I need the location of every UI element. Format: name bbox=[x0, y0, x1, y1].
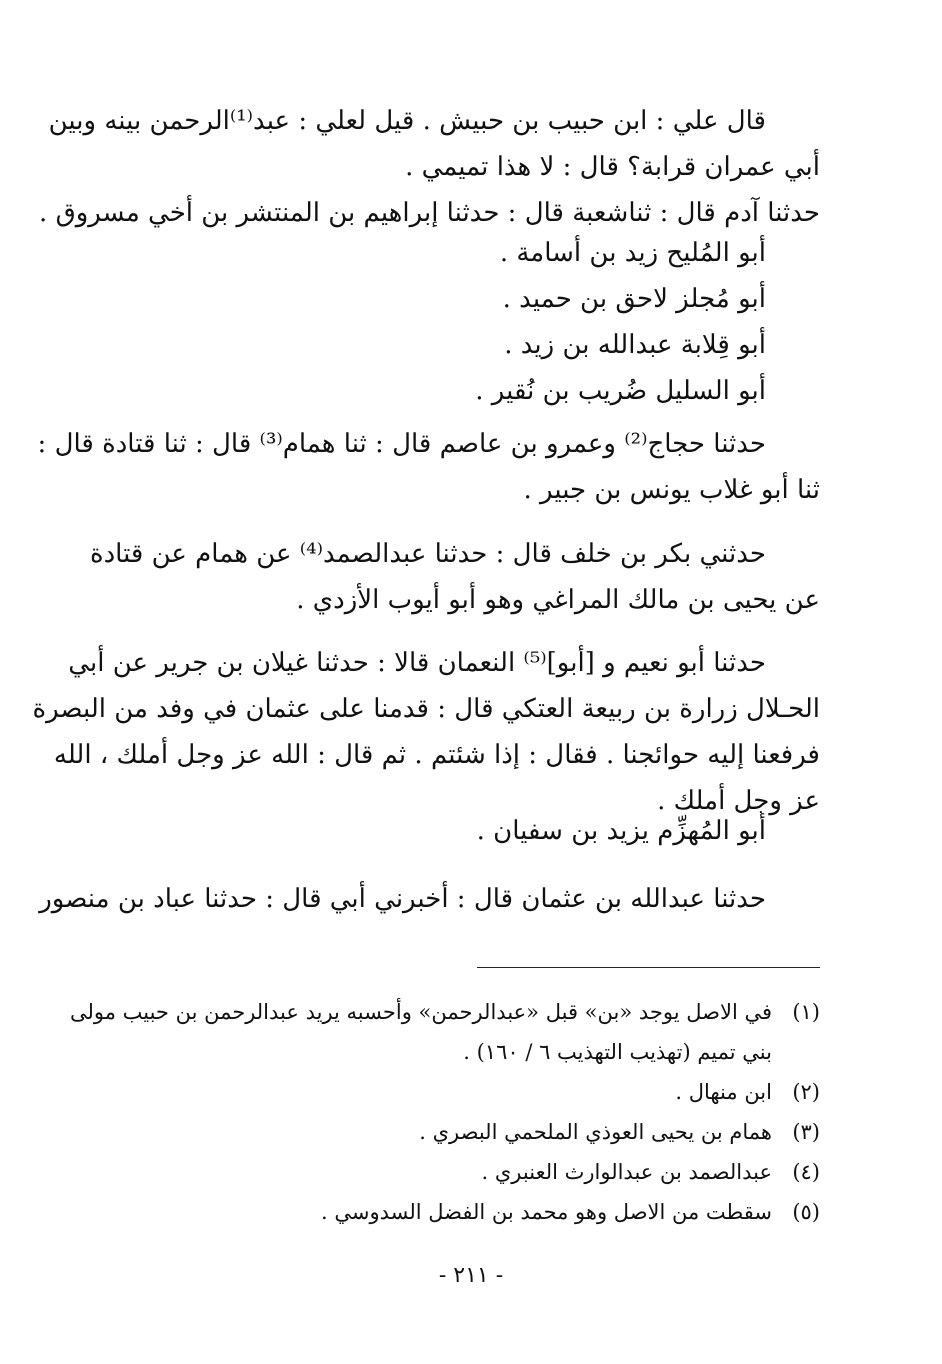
paragraph-1 bbox=[39, 98, 820, 236]
page-number: - ٢١١ - bbox=[438, 1263, 504, 1288]
paragraph-5 bbox=[39, 876, 820, 922]
footnote-divider bbox=[477, 967, 820, 968]
names-list-2 bbox=[120, 808, 820, 854]
footnotes bbox=[69, 992, 820, 1232]
text-line: قال علي : ابن حبيب بن حبيش . قيل لعلي : عبد⁽¹⁾الرحمن بينه وبين bbox=[48, 106, 766, 136]
footnote-number: (٥) bbox=[792, 1200, 820, 1224]
footnote-number: (٤) bbox=[792, 1160, 820, 1184]
footnote-4 bbox=[120, 1152, 820, 1192]
footnote-text: في الاصل يوجد «بن» قبل «عبدالرحمن» وأحسبه يريد عبدالرحمن بن حبيب مولى bbox=[69, 1000, 772, 1024]
text-line: فرفعنا إليه حوائجنا . فقال : إذا شئتم . ثم قال : الله عز وجل أملك ، الله bbox=[53, 740, 820, 770]
text-line: حدثني بكر بن خلف قال : حدثنا عبدالصمد⁽⁴⁾ عن همام عن قتادة bbox=[89, 539, 766, 569]
paragraph-4 bbox=[32, 640, 820, 824]
footnote-1-continued: بني تميم (تهذيب التهذيب ٦ / ١٦٠) . bbox=[463, 1040, 772, 1064]
name-line: أبو قِلابة عبدالله بن زيد . bbox=[504, 330, 766, 360]
paragraph-3 bbox=[89, 531, 820, 623]
footnote-text: همام بن يحيى العوذي الملحمي البصري . bbox=[419, 1120, 772, 1144]
footnote-number: (٣) bbox=[792, 1120, 820, 1144]
text-line: الحـلال زرارة بن ربيعة العتكي قال : قدمنا على عثمان في وفد من البصرة bbox=[32, 694, 820, 724]
text-line: حدثنا آدم قال : ثناشعبة قال : حدثنا إبراهيم بن المنتشر بن أخي مسروق . bbox=[39, 198, 820, 228]
text-line: ثنا أبو غلاب يونس بن جبير . bbox=[523, 475, 820, 505]
text-line: عن يحيى بن مالك المراغي وهو أبو أيوب الأزدي . bbox=[296, 585, 820, 615]
name-line: أبو المُهزِّم يزيد بن سفيان . bbox=[476, 816, 766, 846]
footnote-text: عبدالصمد بن عبدالوارث العنبري . bbox=[481, 1160, 772, 1184]
text-line: عز وجل أملك . bbox=[657, 786, 820, 816]
text-line: حدثنا عبدالله بن عثمان قال : أخبرني أبي قال : حدثنا عباد بن منصور bbox=[39, 884, 766, 914]
footnote-text: ابن منهال . bbox=[675, 1080, 772, 1104]
footnote-1 bbox=[69, 992, 820, 1032]
text-line: حدثنا حجاج⁽²⁾ وعمرو بن عاصم قال : ثنا همام⁽³⁾ قال : ثنا قتادة قال : bbox=[37, 429, 766, 459]
text-line: أبي عمران قرابة؟ قال : لا هذا تميمي . bbox=[405, 152, 820, 182]
paragraph-2 bbox=[37, 421, 820, 513]
footnote-text: سقطت من الاصل وهو محمد بن الفضل السدوسي . bbox=[321, 1200, 772, 1224]
name-line: أبو مُجلز لاحق بن حميد . bbox=[502, 284, 766, 314]
names-list-1 bbox=[120, 230, 820, 414]
footnote-3 bbox=[120, 1112, 820, 1152]
footnote-number: (٢) bbox=[792, 1080, 820, 1104]
footnote-2 bbox=[120, 1072, 820, 1112]
footnote-5 bbox=[120, 1192, 820, 1232]
footnote-number: (١) bbox=[792, 1000, 820, 1024]
name-line: أبو المُليح زيد بن أسامة . bbox=[499, 238, 766, 268]
name-line: أبو السليل ضُريب بن نُقير . bbox=[475, 376, 766, 406]
text-line: حدثنا أبو نعيم و [أبو]⁽⁵⁾ النعمان قالا : حدثنا غيلان بن جرير عن أبي bbox=[68, 648, 766, 678]
